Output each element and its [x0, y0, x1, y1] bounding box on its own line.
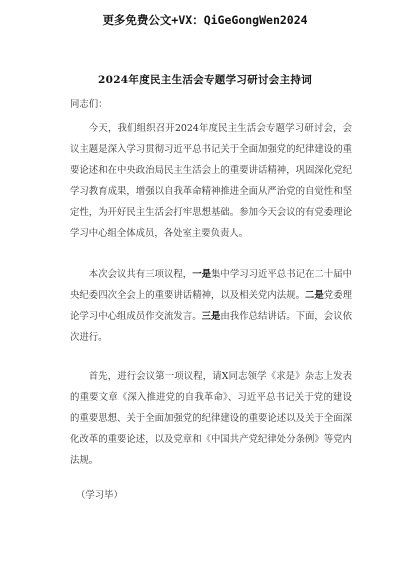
salutation: 同志们： — [70, 99, 108, 110]
agenda-item-3: 由我作总结讲话。下面，会议依次进行。 — [70, 311, 352, 343]
agenda-marker-1: 一是 — [192, 269, 212, 280]
paragraph-text: 首先，进行会议第一项议程，请X同志领学《求是》杂志上发表的重要文章《深入推进党的自我革命》、习近平总书记关于党的建设的重要思想、关于全面加强党的纪律建设的重要论述以及关于全面深化改革的重要论述，以及党章和《中国共产党纪律处分条例》等党内法规。 — [70, 371, 352, 466]
agenda-item-1: 集中学习习近平总书记在二十届中央纪委四次全会上的重要讲话精神，以及相关党内法规。 — [70, 269, 352, 301]
agenda-item-2: 党委理论学习中心组成员作交流发言。 — [70, 290, 352, 322]
paragraph-first-item — [70, 366, 352, 471]
paragraph-opening — [70, 118, 352, 244]
agenda-marker-3: 三是 — [201, 311, 221, 322]
page-title: 2024年度民主生活会专题学习研讨会主持词 — [97, 74, 313, 86]
paragraph-text: 今天，我们组织召开2024年度民主生活会专题学习研讨会，会议主题是深入学习贯彻习近平总书记关于全面加强党的纪律建设的重要论述和在中央政治局民主生活会上的重要讲话精神，巩固深化党纪学习教育成果，增强以自我革命精神推进全面从严治党的自觉性和坚定性，为开好民主生活会打牢思想基础。参加今天会议的有党委理论学习中心组全体成员，各处室主要负责人。 — [70, 123, 352, 239]
closing-note: （学习毕） — [76, 490, 123, 501]
paragraph-agenda — [70, 264, 352, 348]
paragraph-text — [70, 264, 352, 348]
agenda-marker-2: 二是 — [304, 290, 324, 301]
promo-banner: 更多免费公文+VX：QiGeGongWen2024 — [102, 13, 308, 27]
agenda-intro: 本次会议共有三项议程， — [88, 269, 193, 280]
